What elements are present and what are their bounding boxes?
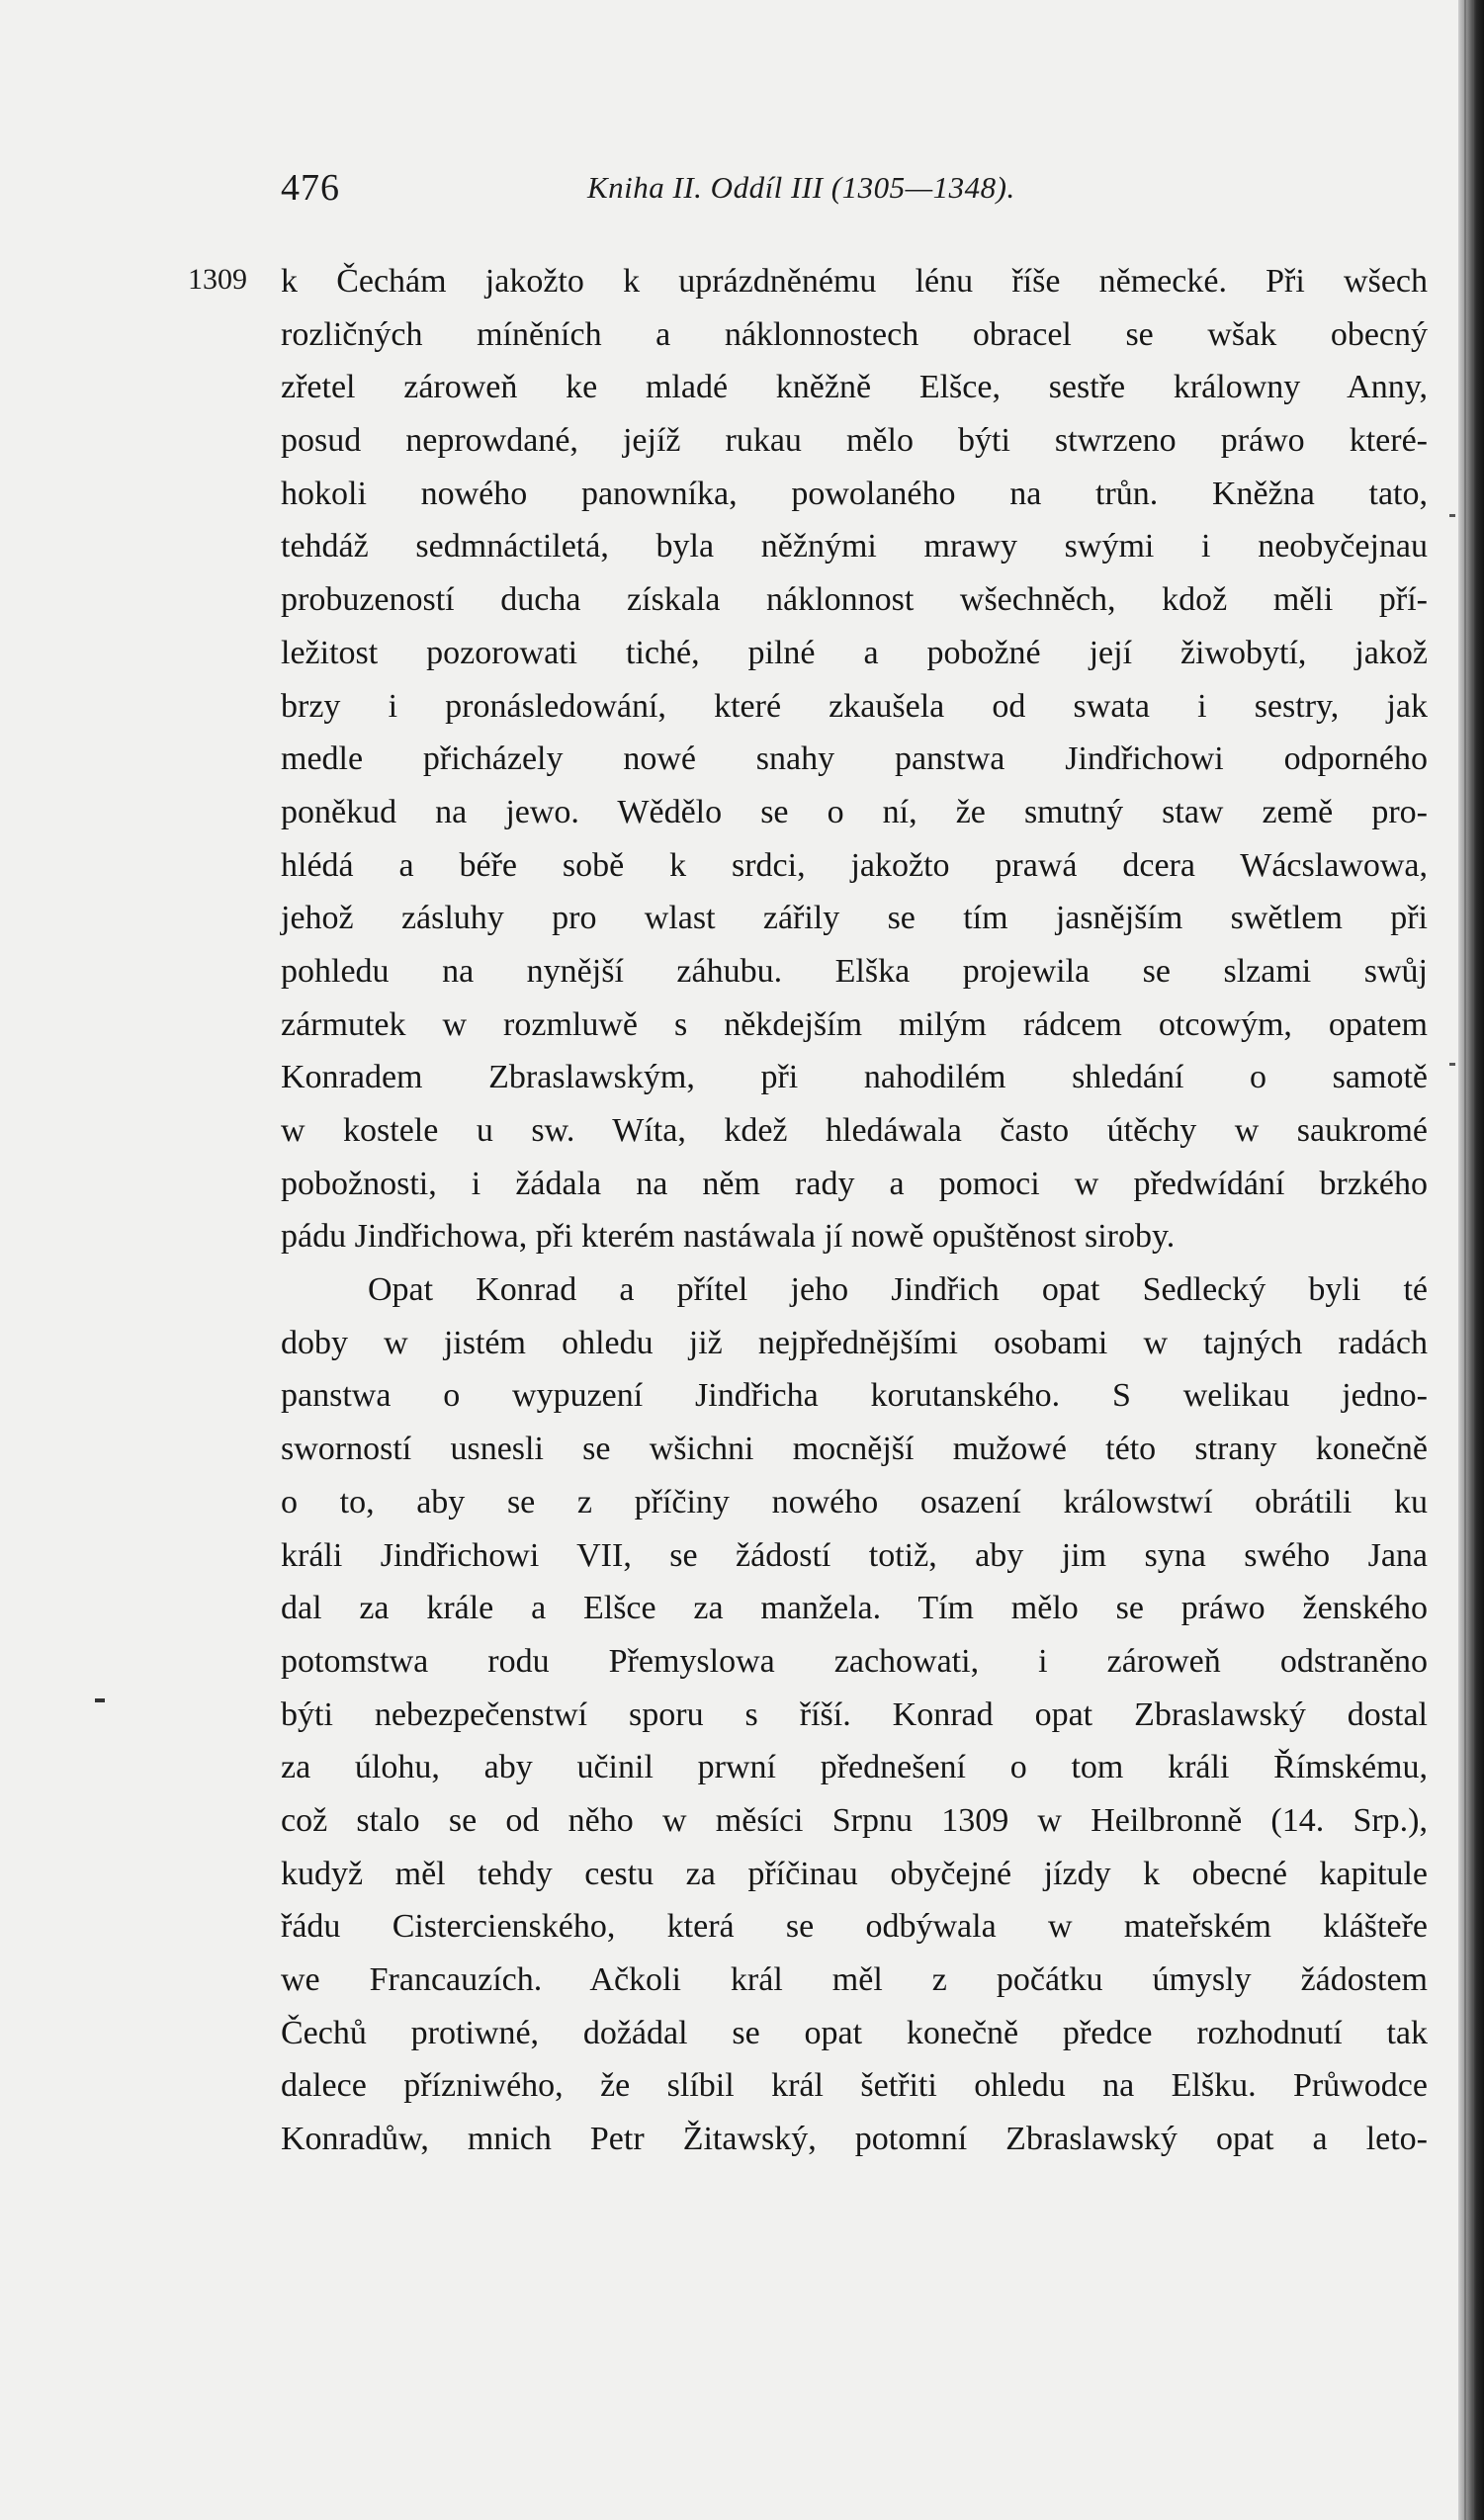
margin-speck bbox=[1449, 514, 1455, 517]
text-line: hlédá a béře sobě k srdci, jakožto prawá dcera Wácslawowa, bbox=[281, 846, 1428, 884]
text-line: panstwa o wypuzení Jindřicha korutanského. S welikau jedno- bbox=[281, 1377, 1428, 1415]
text-line: pádu Jindřichowa, při kterém nastáwala jí nowě opuštěnost siroby. bbox=[281, 1218, 1176, 1256]
page-number: 476 bbox=[281, 167, 340, 209]
text-line: řádu Cistercienského, která se odbýwala w mateřském klášteře bbox=[281, 1908, 1428, 1946]
page-edge-shadow bbox=[1458, 0, 1484, 2520]
text-line: posud neprowdané, jejíž rukau mělo býti stwrzeno práwo které- bbox=[281, 422, 1428, 460]
text-line: brzy i pronásledowání, které zkaušela od swata i sestry, jak bbox=[281, 687, 1428, 725]
text-line: medle přicházely nowé snahy panstwa Jindřichowi odporného bbox=[281, 740, 1428, 778]
text-line: ležitost pozorowati tiché, pilné a pobožné její žiwobytí, jakož bbox=[281, 634, 1428, 671]
text-line: rozličných míněních a náklonnostech obracel se wšak obecný bbox=[281, 315, 1428, 353]
text-line: we Francauzích. Ačkoli král měl z počátku úmysly žádostem bbox=[281, 1961, 1428, 1998]
text-line: w kostele u sw. Wíta, kdež hledáwala často útěchy w saukromé bbox=[281, 1112, 1428, 1149]
text-line: potomstwa rodu Přemyslowa zachowati, i zároweň odstraněno bbox=[281, 1642, 1428, 1680]
text-line: Čechů protiwné, dožádal se opat konečně předce rozhodnutí tak bbox=[281, 2014, 1428, 2051]
paragraph-first-line: Opat Konrad a přítel jeho Jindřich opat Sedlecký byli té bbox=[368, 1271, 1428, 1309]
text-line: králi Jindřichowi VII, se žádostí totiž, aby jim syna swého Jana bbox=[281, 1536, 1428, 1574]
text-line: za úlohu, aby učinil prwní přednešení o tom králi Římskému, bbox=[281, 1749, 1428, 1786]
text-line: pobožnosti, i žádala na něm rady a pomoci w předwídání brzkého bbox=[281, 1165, 1428, 1202]
margin-speck bbox=[1449, 1063, 1455, 1066]
margin-year-note: 1309 bbox=[188, 263, 247, 296]
text-line: zármutek w rozmluwě s někdejším milým rádcem otcowým, opatem bbox=[281, 1005, 1428, 1043]
running-header bbox=[281, 166, 1131, 214]
edge-streak bbox=[1464, 0, 1466, 2520]
text-line: hokoli nowého panowníka, powolaného na trůn. Kněžna tato, bbox=[281, 475, 1428, 512]
text-line: kudyž měl tehdy cestu za příčinau obyčejné jízdy k obecné kapitule bbox=[281, 1855, 1428, 1892]
text-line: Konradůw, mnich Petr Žitawský, potomní Zbraslawský opat a leto- bbox=[281, 2121, 1428, 2158]
running-title: Kniha II. Oddíl III (1305—1348). bbox=[587, 170, 1015, 205]
edge-streak bbox=[1472, 0, 1474, 2520]
text-line: k Čechám jakožto k uprázdněnému lénu říše německé. Při wšech bbox=[281, 263, 1428, 300]
text-line: probuzeností ducha získala náklonnost wšechněch, kdož měli pří- bbox=[281, 581, 1428, 619]
text-line: jehož zásluhy pro wlast zářily se tím jasnějším swětlem při bbox=[281, 900, 1428, 937]
text-line: sworností usnesli se wšichni mocnější mužowé této strany konečně bbox=[281, 1431, 1428, 1468]
body-text bbox=[281, 255, 1428, 2166]
text-line: zřetel zároweň ke mladé kněžně Elšce, sestře králowny Anny, bbox=[281, 369, 1428, 406]
text-line: pohledu na nynější záhubu. Elška projewila se slzami swůj bbox=[281, 952, 1428, 990]
text-line: Konradem Zbraslawským, při nahodilém shledání o samotě bbox=[281, 1059, 1428, 1096]
text-line: tehdáž sedmnáctiletá, byla něžnými mrawy swými i neobyčejnau bbox=[281, 528, 1428, 565]
text-line: doby w jistém ohledu již nejpřednějšími osobami w tajných radách bbox=[281, 1324, 1428, 1361]
text-line: poněkud na jewo. Wědělo se o ní, že smutný staw země pro- bbox=[281, 793, 1428, 830]
text-line: což stalo se od něho w měsíci Srpnu 1309 w Heilbronně (14. Srp.), bbox=[281, 1801, 1428, 1839]
text-line: o to, aby se z příčiny nowého osazení králowstwí obrátili ku bbox=[281, 1483, 1428, 1521]
text-line: dalece přízniwého, že slíbil král šetřiti ohledu na Elšku. Průwodce bbox=[281, 2067, 1428, 2105]
margin-dash-mark bbox=[95, 1698, 105, 1702]
text-line: dal za krále a Elšce za manžela. Tím mělo se práwo ženského bbox=[281, 1590, 1428, 1627]
text-line: býti nebezpečenstwí sporu s říší. Konrad opat Zbraslawský dostal bbox=[281, 1695, 1428, 1733]
